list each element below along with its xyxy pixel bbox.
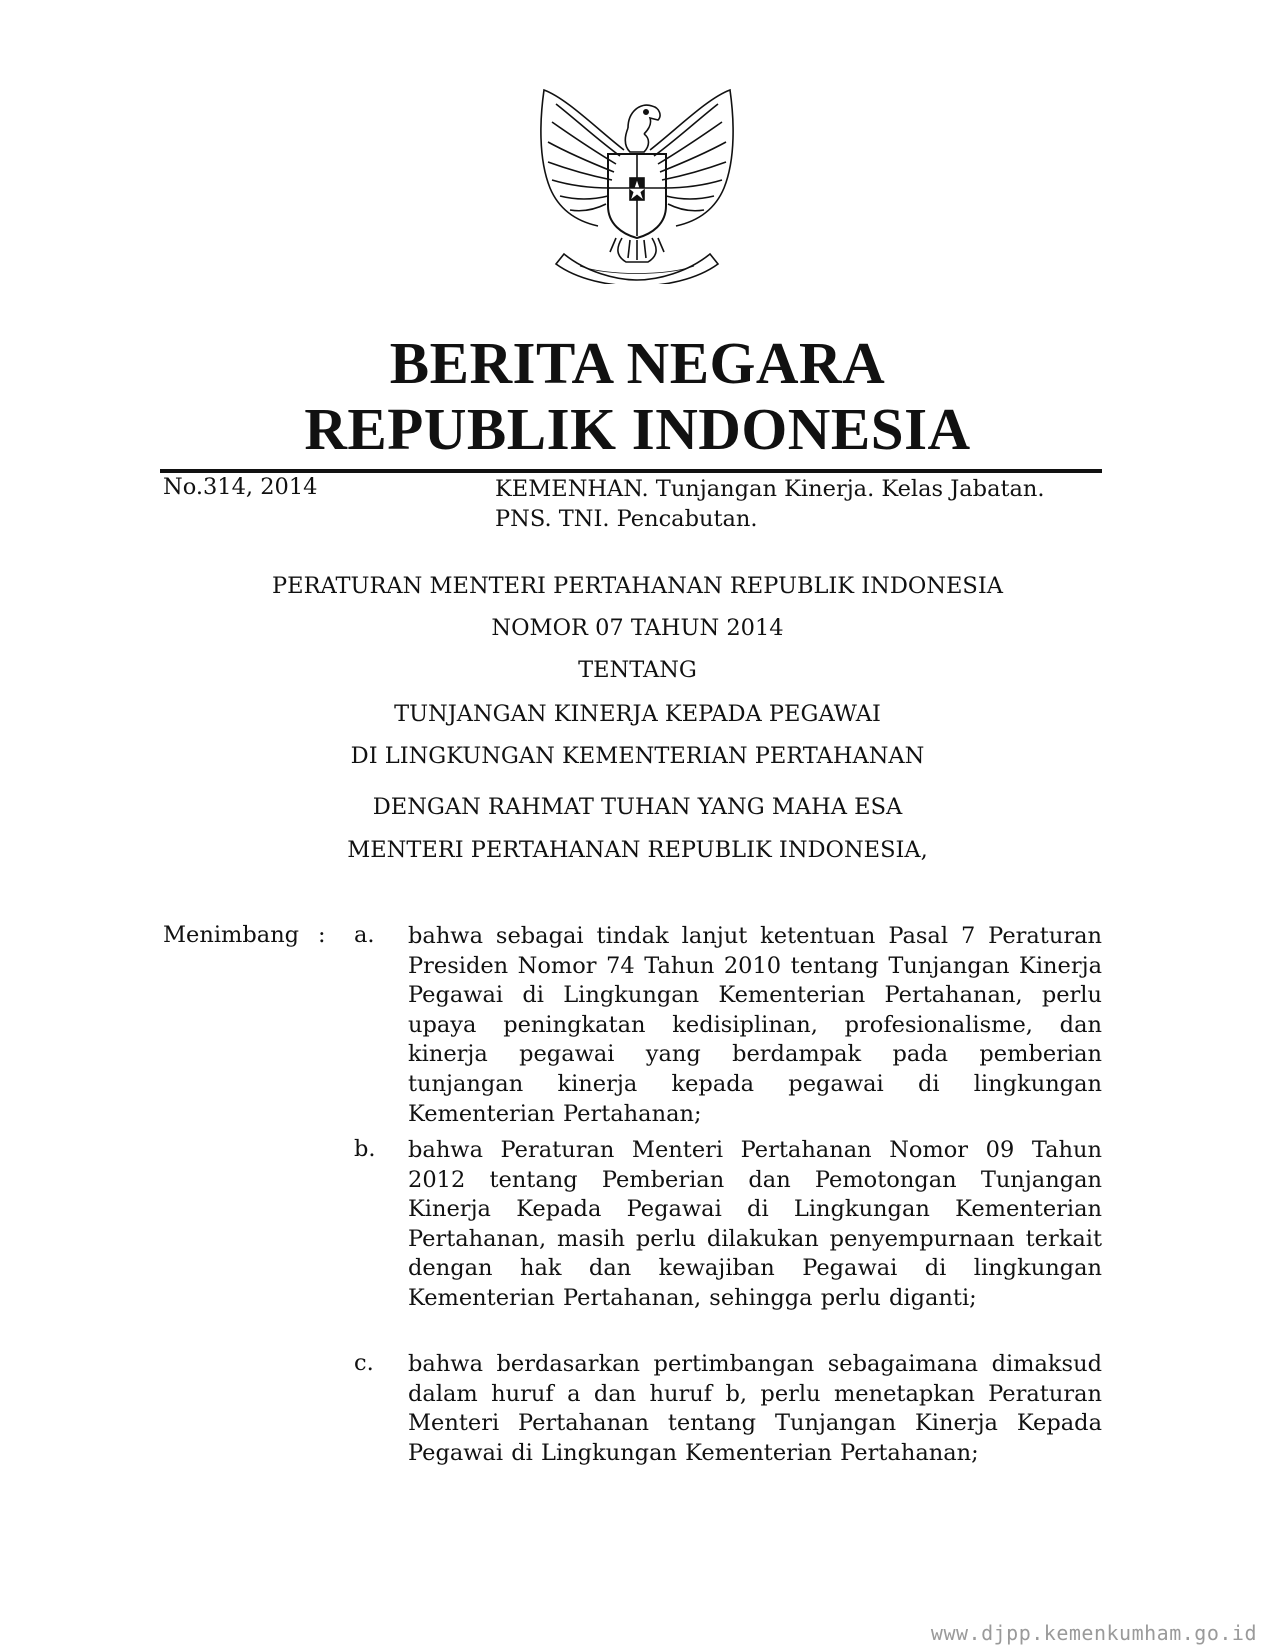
regulation-tentang: TENTANG <box>578 657 697 683</box>
menimbang-item-text: bahwa Peraturan Menteri Pertahanan Nomor 09 Tahun 2012 tentang Pemberian dan Pemotongan Tunjangan Kinerja Kepada Pegawai di Lingkungan Kementerian Pertahanan, masih perlu dilakukan penyempurnaan terkait dengan hak dan kewajiban Pegawai di lingkungan Kementerian Pertahanan, sehingga perlu diganti; <box>408 1137 1102 1311</box>
menimbang-item-letter: a. <box>354 922 375 948</box>
menimbang-item-text: bahwa sebagai tindak lanjut ketentuan Pasal 7 Peraturan Presiden Nomor 74 Tahun 2010 tentang Tunjangan Kinerja Pegawai di Lingkungan Kementerian Pertahanan, perlu upaya peningkatan kedisiplinan, profesionalisme, dan kinerja pegawai yang berdampak pada pemberian tunjangan kinerja kepada pegawai di lingkungan Kementerian Pertahanan; <box>408 923 1102 1127</box>
regulation-number: NOMOR 07 TAHUN 2014 <box>491 615 784 641</box>
issue-subject-line: PNS. TNI. Pencabutan. <box>495 506 758 532</box>
menimbang-item-letter: b. <box>354 1136 376 1162</box>
masthead-title: BERITA NEGARA <box>389 330 886 396</box>
masthead-subtitle: REPUBLIK INDONESIA <box>304 396 971 462</box>
masthead-rule <box>160 469 1102 473</box>
regulation-subject: TUNJANGAN KINERJA KEPADA PEGAWAI <box>394 701 881 727</box>
garuda-pancasila-emblem-icon <box>536 88 738 284</box>
preamble-blessing: DENGAN RAHMAT TUHAN YANG MAHA ESA <box>372 794 903 820</box>
regulation-subject-2: DI LINGKUNGAN KEMENTERIAN PERTAHANAN <box>350 743 925 769</box>
issue-number: No.314, 2014 <box>163 474 318 500</box>
regulation-title: PERATURAN MENTERI PERTAHANAN REPUBLIK INDONESIA <box>272 573 1003 599</box>
menimbang-colon: : <box>318 922 326 948</box>
footer-url: www.djpp.kemenkumham.go.id <box>930 1621 1257 1645</box>
menimbang-label: Menimbang <box>163 922 300 948</box>
issue-subject <box>495 474 1105 534</box>
issue-subject-line: KEMENHAN. Tunjangan Kinerja. Kelas Jabatan. <box>495 476 1045 502</box>
menimbang-item-letter: c. <box>354 1350 374 1376</box>
menimbang-item-text: bahwa berdasarkan pertimbangan sebagaimana dimaksud dalam huruf a dan huruf b, perlu menetapkan Peraturan Menteri Pertahanan tentang Tunjangan Kinerja Kepada Pegawai di Lingkungan Kementerian Pertahanan; <box>408 1351 1102 1466</box>
preamble-minister: MENTERI PERTAHANAN REPUBLIK INDONESIA, <box>347 837 928 863</box>
